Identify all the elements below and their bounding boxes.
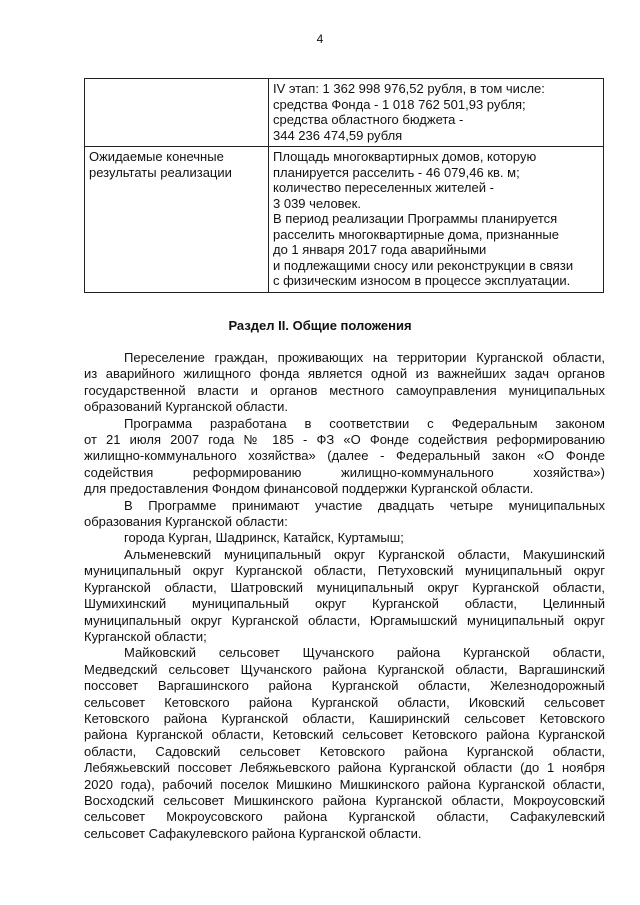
table-cell-line: с физическим износом в процессе эксплуатации.	[273, 273, 571, 288]
table-cell-line: средства Фонда - 1 018 762 501,93 рубля;	[273, 96, 526, 112]
table-cell-value	[269, 147, 604, 293]
paragraph-line: Программа разработана в соответствии с Федеральным законом	[124, 415, 605, 431]
table-cell-line: результаты реализации	[89, 164, 232, 180]
section-body	[84, 350, 605, 842]
paragraph-line: 2020 года), рабочий поселок Мишкино Мишкинского района Курганской области,	[84, 776, 605, 792]
paragraph-line: поссовет Варгашинского района Курганской области, Железнодорожный	[84, 678, 605, 694]
paragraph-line: Лебяжьевский поссовет Лебяжьевского района Курганской области (до 1 ноября	[84, 760, 605, 776]
paragraph-line: из аварийного жилищного фонда является одной из важнейших задач органов	[84, 366, 605, 382]
paragraph-line: города Курган, Шадринск, Катайск, Куртамыш;	[124, 530, 404, 546]
paragraph-line: В Программе принимают участие двадцать четыре муниципальных	[124, 497, 605, 513]
table-cell-line: IV этап: 1 362 998 976,52 рубля, в том числе:	[273, 81, 545, 96]
paragraph-line: образования Курганской области:	[84, 514, 288, 530]
table-cell-line: 3 039 человек.	[273, 195, 361, 211]
table-cell-line: 344 236 474,59 рубля	[273, 127, 403, 143]
table-cell-line: и подлежащими сносу или реконструкции в связи	[273, 257, 574, 273]
paragraph-line: Курганской области, Шатровский муниципальный округ Курганской области,	[84, 579, 605, 595]
paragraph-line: Шумихинский муниципальный округ Курганской области, Целинный	[84, 596, 605, 612]
table-cell-line: расселить многоквартирные дома, признанные	[273, 226, 559, 242]
paragraph-line: Майковский сельсовет Щучанского района Курганской области,	[124, 645, 605, 661]
paragraph-line: жилищно-коммунального хозяйства» (далее - Федеральный закон «О Фонде	[84, 448, 605, 464]
paragraph-line: для предоставления Фондом финансовой поддержки Курганской области.	[84, 481, 534, 497]
table-cell-line: Ожидаемые конечные	[89, 149, 224, 164]
paragraph-line: Кетовского района Курганской области, Каширинский сельсовет Кетовского	[84, 710, 605, 726]
table-cell-line: Площадь многоквартирных домов, которую	[273, 149, 537, 164]
table-cell-line: средства областного бюджета -	[273, 112, 464, 127]
paragraph-line: Переселение граждан, проживающих на территории Курганской области,	[124, 350, 605, 365]
paragraph-line: сельсовет Кетовского района Курганской области, Иковский сельсовет	[84, 694, 605, 710]
paragraph-line: Альменевский муниципальный округ Курганской области, Макушинский	[124, 546, 605, 562]
paragraph-line: содействия реформированию жилищно-коммунального хозяйства»)	[84, 464, 605, 480]
table-row	[85, 147, 604, 293]
paragraph-line: области, Садовский сельсовет Кетовского района Курганской области,	[84, 743, 605, 759]
paragraph-line: образований Курганской области.	[84, 399, 289, 415]
table-cell-line: планируется расселить - 46 079,46 кв. м;	[273, 164, 520, 180]
paragraph-line: муниципальный округ Курганской области, Петуховский муниципальный округ	[84, 563, 605, 579]
page-number: 4	[316, 32, 324, 46]
table-cell-line: В период реализации Программы планируется	[273, 211, 558, 226]
paragraph-line: сельсовет Сафакулевского района Курганской области.	[84, 825, 422, 841]
paragraph-line: от 21 июля 2007 года № 185 - ФЗ «О Фонде содействия реформированию	[84, 432, 605, 448]
paragraph-line: муниципальный округ Курганской области, Юргамышский муниципальный округ	[84, 612, 605, 628]
paragraph-line: Медведский сельсовет Щучанского района Курганской области, Варгашинский	[84, 661, 605, 677]
paragraph-line: сельсовет Мокроусовского района Курганской области, Сафакулевский	[84, 809, 605, 825]
table-cell-line: количество переселенных жителей -	[273, 180, 494, 195]
paragraph-line: Восходский сельсовет Мишкинского района Курганской области, Мокроусовский	[84, 792, 605, 808]
section-title: Раздел II. Общие положения	[228, 318, 412, 333]
paragraph-line: Курганской области;	[84, 628, 207, 644]
table-cell-label	[85, 79, 269, 147]
table-row	[85, 79, 604, 147]
paragraph-line: государственной власти и органов местного самоуправления муниципальных	[84, 382, 605, 398]
program-passport-table	[84, 78, 604, 293]
table-cell-value	[269, 79, 604, 147]
paragraph-line: района Курганской области, Кетовский сельсовет Кетовского района Курганской	[84, 727, 605, 743]
table-cell-line: до 1 января 2017 года аварийными	[273, 242, 487, 257]
table-cell-label	[85, 147, 269, 293]
